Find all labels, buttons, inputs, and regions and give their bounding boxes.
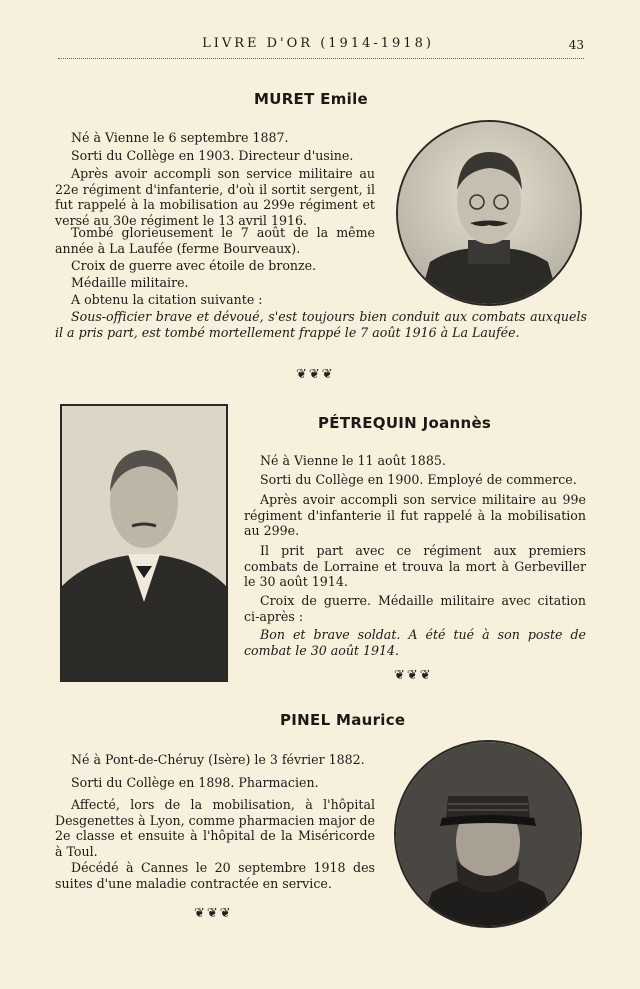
entry-name-pinel — [280, 711, 405, 729]
ornament-divider: ❦❦❦ — [394, 668, 433, 683]
firstname: Maurice — [335, 711, 406, 729]
ornament-divider: ❦❦❦ — [194, 906, 233, 921]
page-number: 43 — [568, 38, 584, 52]
firstname: Emile — [320, 90, 369, 108]
entry-name-muret — [254, 90, 368, 108]
paragraph: Sorti du Collège en 1898. Pharmacien. — [71, 775, 319, 790]
portrait-petrequin — [60, 404, 228, 682]
paragraph: Sorti du Collège en 1900. Employé de commerce. — [260, 472, 577, 487]
portrait-photo — [62, 406, 226, 680]
paragraph: Né à Vienne le 6 septembre 1887. — [71, 130, 289, 145]
entry-name-petrequin — [318, 414, 491, 432]
firstname: Joannès — [422, 414, 492, 432]
ornament-divider: ❦❦❦ — [296, 367, 335, 382]
paragraph: Il prit part avec ce régiment aux premiers combats de Lorraine et trouva la mort à Gerbeviller le 30 août 1914. — [244, 543, 586, 590]
portrait-photo — [398, 122, 580, 304]
paragraph: Décédé à Cannes le 20 septembre 1918 des suites d'une maladie contractée en service. — [55, 860, 375, 891]
paragraph: Médaille militaire. — [71, 275, 189, 290]
paragraph: Né à Vienne le 11 août 1885. — [260, 453, 446, 468]
portrait-pinel — [394, 740, 582, 928]
surname: PÉTREQUIN — [318, 414, 418, 432]
citation: Sous-officier brave et dévoué, s'est toujours bien conduit aux combats auxquels il a pris part, est tombé mortellement frappé le 7 août 1916 à La Laufée. — [55, 309, 587, 340]
portrait-muret — [396, 120, 582, 306]
paragraph: Croix de guerre avec étoile de bronze. — [71, 258, 317, 273]
surname: MURET — [254, 90, 315, 108]
paragraph: Après avoir accompli son service militaire au 22e régiment d'infanterie, d'où il sortit sergent, il fut rappelé à la mobilisation au 299e régiment et versé au 30e régiment le 13 avril 1916. — [55, 166, 375, 228]
book-title: LIVRE D'OR (1914-1918) — [202, 36, 434, 51]
paragraph: Après avoir accompli son service militaire au 99e régiment d'infanterie il fut rappelé à la mobilisation au 299e. — [244, 492, 586, 539]
paragraph: A obtenu la citation suivante : — [71, 292, 263, 307]
paragraph: Tombé glorieusement le 7 août de la même année à La Laufée (ferme Bourveaux). — [55, 225, 375, 256]
running-header — [58, 36, 584, 59]
citation: Bon et brave soldat. A été tué à son poste de combat le 30 août 1914. — [244, 627, 586, 658]
surname: PINEL — [280, 711, 331, 729]
paragraph: Né à Pont-de-Chéruy (Isère) le 3 février 1882. — [71, 752, 365, 767]
portrait-photo — [396, 742, 580, 926]
paragraph: Croix de guerre. Médaille militaire avec citation ci-après : — [244, 593, 586, 624]
paragraph: Affecté, lors de la mobilisation, à l'hôpital Desgenettes à Lyon, comme pharmacien major de 2e classe et ensuite à l'hôpital de la Miséricorde à Toul. — [55, 797, 375, 859]
paragraph: Sorti du Collège en 1903. Directeur d'usine. — [71, 148, 354, 163]
